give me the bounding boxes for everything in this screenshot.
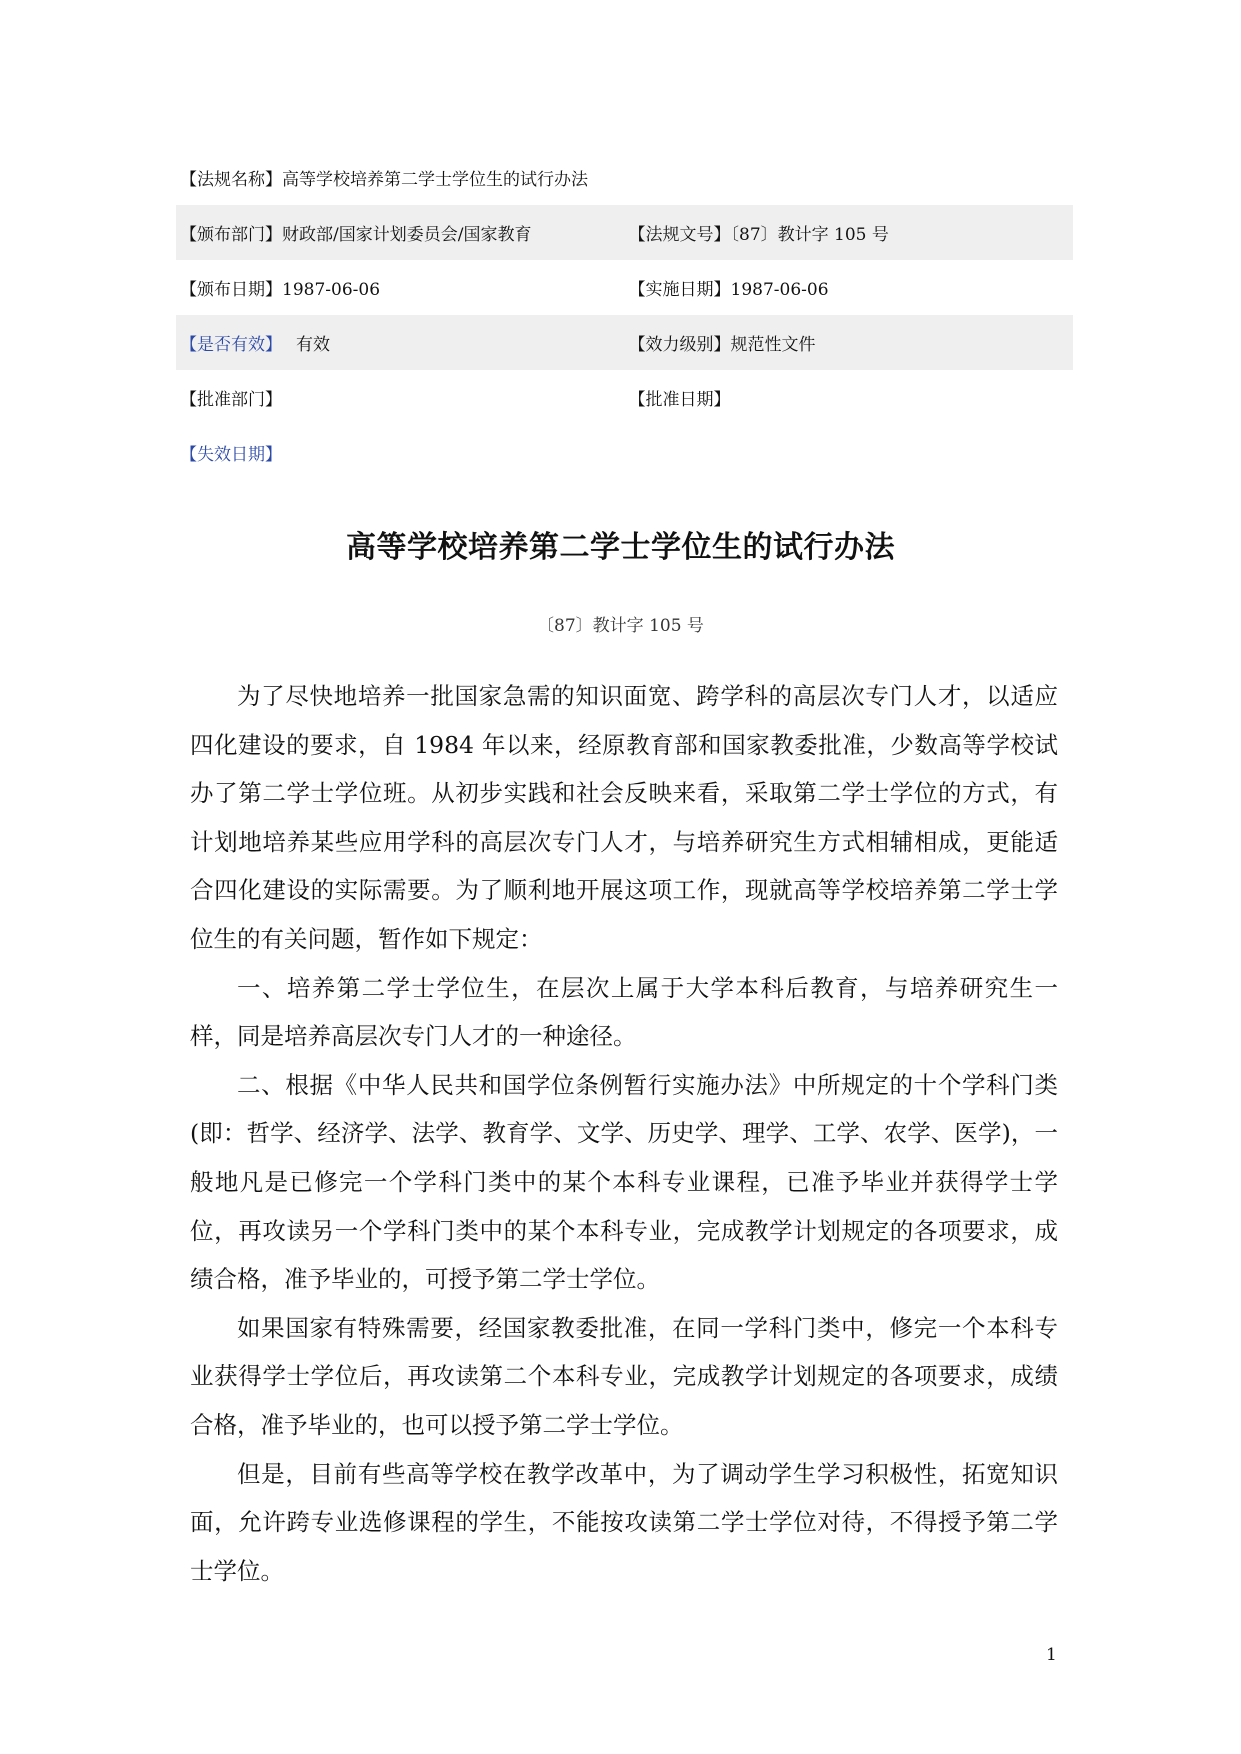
document-number: 〔87〕教计字 105 号 <box>537 616 704 636</box>
metadata-row-validity <box>176 315 1073 370</box>
metadata-cell-issue-date <box>176 275 625 300</box>
label-issue-date: 【颁布日期】 <box>180 280 282 300</box>
value-effect-level: 规范性文件 <box>730 335 816 355</box>
label-approval-date: 【批准日期】 <box>628 390 731 410</box>
paragraph: 二、根据《中华人民共和国学位条例暂行实施办法》中所规定的十个学科门类(即：哲学、经济学、法学、教育学、文学、历史学、理学、工学、农学、医学)，一般地凡是已修完一个学科门类中的某个本科专业课程，已准予毕业并获得学士学位，再攻读另一个学科门类中的某个本科专业，完成教学计划规定的各项要求，成绩合格，准予毕业的，可授予第二学士学位。 <box>190 1070 1058 1294</box>
metadata-cell-approval-date <box>625 385 1074 410</box>
paragraph: 一、培养第二学士学位生，在层次上属于大学本科后教育，与培养研究生一样，同是培养高层次专门人才的一种途径。 <box>190 973 1058 1051</box>
link-validity[interactable]: 【是否有效】 <box>180 335 282 355</box>
metadata-row-expiry <box>176 425 1073 480</box>
metadata-row-department <box>176 205 1073 260</box>
label-effective-date: 【实施日期】 <box>628 280 731 300</box>
paragraph: 但是，目前有些高等学校在教学改革中，为了调动学生学习积极性，拓宽知识面，允许跨专业选修课程的学生，不能按攻读第二学士学位对待，不得授予第二学士学位。 <box>190 1459 1058 1585</box>
metadata-table <box>176 150 1073 480</box>
metadata-cell-effective-date <box>625 275 1074 300</box>
metadata-cell-validity <box>176 330 625 355</box>
document-title: 高等学校培养第二学士学位生的试行办法 <box>346 530 895 565</box>
metadata-cell-approval-department <box>176 385 625 410</box>
paragraph: 如果国家有特殊需要，经国家教委批准，在同一学科门类中，修完一个本科专业获得学士学位后，再攻读第二个本科专业，完成教学计划规定的各项要求，成绩合格，准予毕业的，也可以授予第二学士学位。 <box>190 1313 1058 1439</box>
metadata-cell-effect-level <box>625 330 1074 355</box>
metadata-row-title <box>176 150 1073 205</box>
metadata-row-approval <box>176 370 1073 425</box>
label-approval-department: 【批准部门】 <box>180 390 282 410</box>
label-effect-level: 【效力级别】 <box>628 335 731 355</box>
label-document-number: 【法规文号】 <box>628 225 731 245</box>
label-issuing-department: 【颁布部门】 <box>180 225 282 245</box>
value-validity: 有效 <box>296 335 330 355</box>
document-body <box>190 672 1058 1595</box>
paragraph: 为了尽快地培养一批国家急需的知识面宽、跨学科的高层次专门人才，以适应四化建设的要求，自 1984 年以来，经原教育部和国家教委批准，少数高等学校试办了第二学士学位班。从初步实践和社会反映来看，采取第二学士学位的方式，有计划地培养某些应用学科的高层次专门人才，与培养研究生方式相辅相成，更能适合四化建设的实际需要。为了顺利地开展这项工作，现就高等学校培养第二学士学位生的有关问题，暂作如下规定： <box>190 682 1058 953</box>
value-document-number: 〔87〕教计字 105 号 <box>730 225 889 245</box>
metadata-cell-issuing-department <box>176 220 625 245</box>
metadata-cell-expiry-date <box>176 440 1073 465</box>
metadata-cell-name <box>176 165 1073 190</box>
page-number: 1 <box>1046 1645 1057 1665</box>
value-issuing-department: 财政部/国家计划委员会/国家教育 <box>282 225 532 245</box>
value-law-name: 高等学校培养第二学士学位生的试行办法 <box>282 170 588 190</box>
link-expiry-date[interactable]: 【失效日期】 <box>180 445 282 465</box>
metadata-row-dates <box>176 260 1073 315</box>
value-effective-date: 1987-06-06 <box>730 280 829 300</box>
value-issue-date: 1987-06-06 <box>282 280 381 300</box>
label-law-name: 【法规名称】 <box>180 170 282 190</box>
metadata-cell-document-number <box>625 220 1074 245</box>
